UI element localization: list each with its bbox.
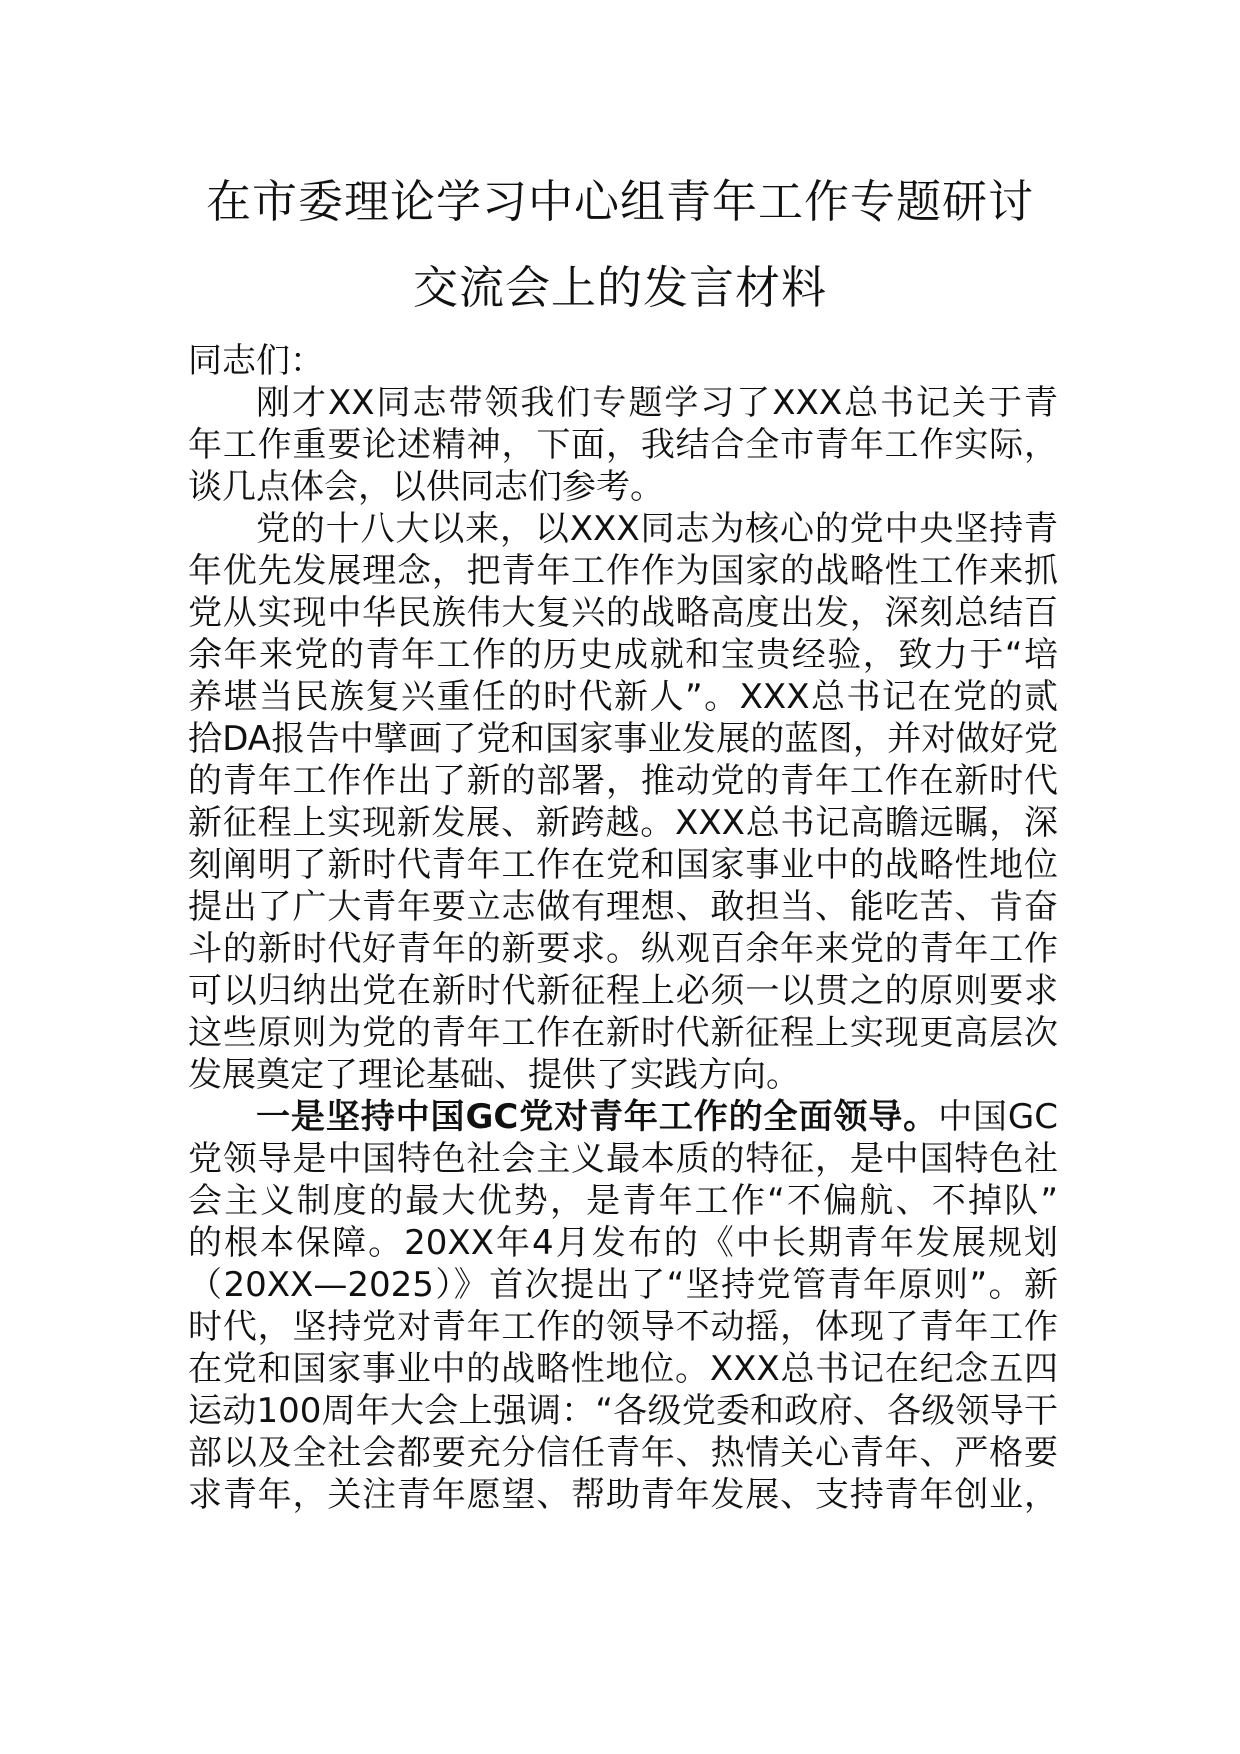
paragraph-line: 运动100周年大会上强调：“各级党委和政府、各级领导干 [188, 1391, 1058, 1431]
paragraph-line: 这些原则为党的青年工作在新时代新征程上实现更高层次 [188, 1013, 1058, 1053]
paragraph-line: 党从实现中华民族伟大复兴的战略高度出发，深刻总结百 [188, 593, 1058, 633]
paragraph-text: 中国GC [938, 1097, 1058, 1137]
paragraph-line: 会主义制度的最大优势，是青年工作“不偏航、不掉队” [188, 1181, 1058, 1221]
paragraph-line: 可以归纳出党在新时代新征程上必须一以贯之的原则要求 [188, 971, 1058, 1011]
paragraph-line: 党的十八大以来，以XXX同志为核心的党中央坚持青 [256, 509, 1058, 549]
salutation: 同志们： [188, 341, 324, 381]
document-title-line-2: 交流会上的发言材料 [412, 261, 827, 314]
paragraph-line: 的青年工作作出了新的部署，推动党的青年工作在新时代 [188, 761, 1058, 801]
paragraph-line: 部以及全社会都要充分信任青年、热情关心青年、严格要 [188, 1433, 1058, 1473]
paragraph-line: 的根本保障。20XX年4月发布的《中长期青年发展规划 [188, 1223, 1058, 1263]
bold-heading: 一是坚持中国GC党对青年工作的全面领导。 [256, 1097, 939, 1137]
paragraph-line: 拾DA报告中擘画了党和国家事业发展的蓝图，并对做好党 [188, 719, 1058, 759]
paragraph-line: 提出了广大青年要立志做有理想、敢担当、能吃苦、肯奋 [188, 887, 1058, 927]
paragraph-line: 斗的新时代好青年的新要求。纵观百余年来党的青年工作 [188, 929, 1058, 969]
paragraph-line: 求青年，关注青年愿望、帮助青年发展、支持青年创业， [188, 1475, 1058, 1515]
paragraph-line: 党领导是中国特色社会主义最本质的特征，是中国特色社 [188, 1139, 1058, 1179]
document-title-line-1: 在市委理论学习中心组青年工作专题研讨 [205, 175, 1034, 228]
paragraph-line: 年优先发展理念，把青年工作作为国家的战略性工作来抓 [188, 551, 1058, 591]
paragraph-line: 新征程上实现新发展、新跨越。XXX总书记高瞻远瞩，深 [188, 803, 1058, 843]
paragraph-line: 时代，坚持党对青年工作的领导不动摇，体现了青年工作 [188, 1307, 1058, 1347]
paragraph-line: 刻阐明了新时代青年工作在党和国家事业中的战略性地位 [188, 845, 1058, 885]
paragraph-line: 年工作重要论述精神，下面，我结合全市青年工作实际， [188, 425, 1058, 465]
paragraph-line: 余年来党的青年工作的历史成就和宝贵经验，致力于“培 [188, 635, 1058, 675]
paragraph-line: 发展奠定了理论基础、提供了实践方向。 [188, 1055, 800, 1095]
paragraph-line: 谈几点体会，以供同志们参考。 [188, 467, 664, 507]
paragraph-line: （20XX—2025）》首次提出了“坚持党管青年原则”。新 [188, 1265, 1058, 1305]
paragraph-line: 在党和国家事业中的战略性地位。XXX总书记在纪念五四 [188, 1349, 1058, 1389]
paragraph-line: 刚才XX同志带领我们专题学习了XXX总书记关于青 [256, 383, 1058, 423]
paragraph-line [188, 1097, 1058, 1137]
paragraph-line: 养堪当民族复兴重任的时代新人”。XXX总书记在党的贰 [188, 677, 1058, 717]
